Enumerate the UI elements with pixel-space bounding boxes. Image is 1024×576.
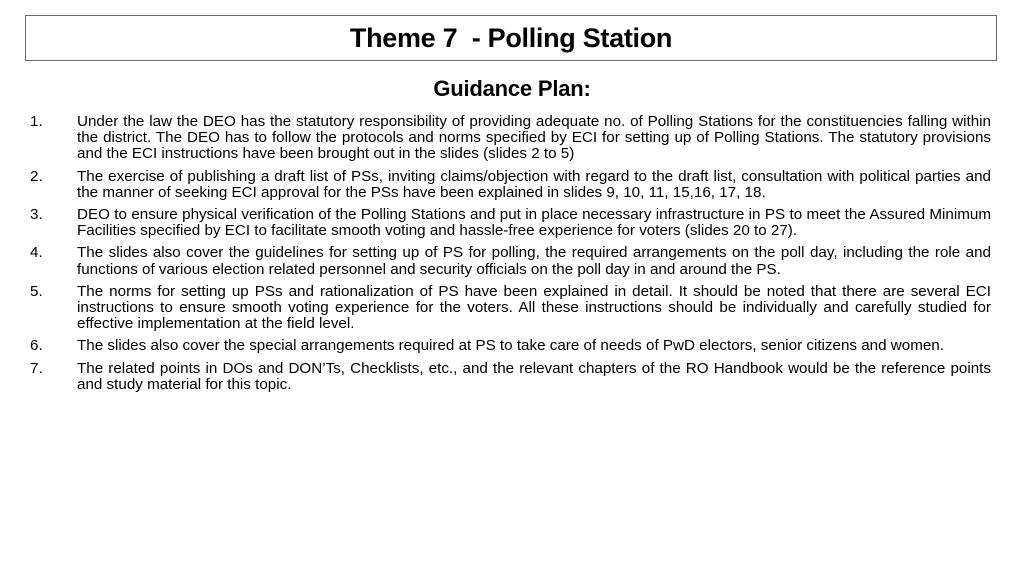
item-text: The slides also cover the special arrangements required at PS to take care of needs of PwD electors, senior citizens and women. [77,337,944,355]
item-number: 7. [30,359,43,377]
guidance-plan-list [30,114,991,399]
item-text: The slides also cover the guidelines for setting up of PS for polling, the required arrangements on the poll day, including the role and functions of various election related personnel and security officials on the poll day in and around the PS. [77,244,991,278]
title-box [25,15,997,61]
item-text: Under the law the DEO has the statutory responsibility of providing adequate no. of Polling Stations for the constituencies falling within the district. The DEO has to follow the protocols and norms specified by ECI for setting up of Polling Stations. The statutory provisions and the ECI instructions have been brought out in the slides (slides 2 to 5) [77,113,991,163]
item-number: 6. [30,337,43,355]
item-text: The norms for setting up PSs and rationalization of PS have been explained in detail. It should be noted that there are several ECI instructions to ensure smooth voting experience for the voters. All these instructions should be individually and carefully studied for effective implementation at the field level. [77,282,991,333]
list-item [30,245,991,277]
list-item [30,361,991,393]
item-number: 5. [30,282,43,300]
list-item [30,338,991,354]
list-item [30,284,991,333]
list-item [30,207,991,239]
list-item [30,169,991,201]
list-item [30,114,991,163]
item-number: 1. [30,113,43,130]
guidance-plan-heading: Guidance Plan: [433,76,591,101]
item-number: 2. [30,167,43,185]
item-text: DEO to ensure physical verification of the Polling Stations and put in place necessary infrastructure in PS to meet the Assured Minimum Facilities specified by ECI to facilitate smooth voting and hassle-free experience for voters (slides 20 to 27). [77,206,991,240]
item-text: The related points in DOs and DON’Ts, Checklists, etc., and the relevant chapters of the RO Handbook would be the reference points and study material for this topic. [77,359,991,393]
slide-title: Theme 7 - Polling Station [349,22,673,53]
item-number: 3. [30,206,43,224]
item-number: 4. [30,244,43,262]
item-text: The exercise of publishing a draft list of PSs, inviting claims/objection with regard to the draft list, consultation with political parties and the manner of seeking ECI approval for the PSs have been explained in slides 9, 10, 11, 15,16, 17, 18. [77,167,991,201]
